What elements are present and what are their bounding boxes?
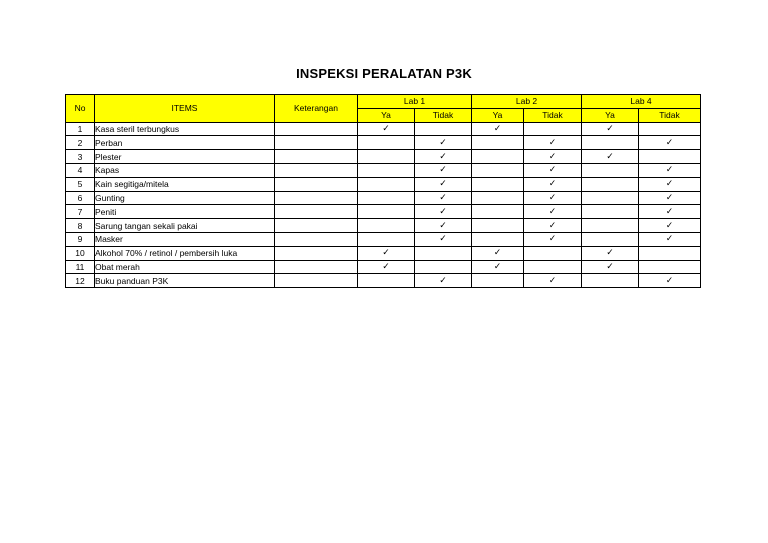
item-name: Alkohol 70% / retinol / pembersih luka bbox=[95, 246, 275, 260]
check-mark-icon: ✓ bbox=[382, 123, 390, 134]
lab-2-tidak-cell bbox=[524, 274, 582, 288]
check-mark-icon: ✓ bbox=[606, 123, 614, 134]
item-name: Buku panduan P3K bbox=[95, 274, 275, 288]
lab-4-ya-cell bbox=[582, 122, 639, 136]
check-mark-icon: ✓ bbox=[439, 137, 447, 148]
lab-2-ya-cell bbox=[472, 205, 524, 219]
row-number: 6 bbox=[66, 191, 95, 205]
lab-1-tidak-cell bbox=[415, 232, 472, 246]
check-mark-icon: ✓ bbox=[548, 179, 557, 190]
keterangan-cell bbox=[275, 150, 358, 164]
lab-1-tidak-cell bbox=[415, 163, 472, 177]
check-mark-icon: ✓ bbox=[439, 206, 447, 217]
row-number: 10 bbox=[66, 246, 95, 260]
lab-1-ya-cell bbox=[358, 274, 415, 288]
table-row bbox=[66, 136, 701, 150]
lab-2-tidak-cell bbox=[524, 177, 582, 191]
header-lab-2-tidak: Tidak bbox=[524, 108, 582, 122]
keterangan-cell bbox=[275, 274, 358, 288]
check-mark-icon: ✓ bbox=[665, 165, 674, 176]
check-mark-icon: ✓ bbox=[606, 261, 614, 272]
lab-1-ya-cell bbox=[358, 191, 415, 205]
header-lab-1-ya: Ya bbox=[358, 108, 415, 122]
header-keterangan: Keterangan bbox=[275, 95, 358, 123]
lab-2-tidak-cell bbox=[524, 136, 582, 150]
keterangan-cell bbox=[275, 163, 358, 177]
keterangan-cell bbox=[275, 219, 358, 233]
check-mark-icon: ✓ bbox=[439, 151, 447, 162]
lab-4-tidak-cell bbox=[639, 136, 701, 150]
header-no: No bbox=[66, 95, 95, 123]
check-mark-icon: ✓ bbox=[493, 248, 502, 259]
item-name: Kapas bbox=[95, 163, 275, 177]
header-lab-2-ya: Ya bbox=[472, 108, 524, 122]
table-row bbox=[66, 191, 701, 205]
lab-1-tidak-cell bbox=[415, 246, 472, 260]
check-mark-icon: ✓ bbox=[665, 137, 674, 148]
lab-4-ya-cell bbox=[582, 177, 639, 191]
keterangan-cell bbox=[275, 232, 358, 246]
lab-2-ya-cell bbox=[472, 150, 524, 164]
item-name: Kasa steril terbungkus bbox=[95, 122, 275, 136]
header-lab-2: Lab 2 bbox=[472, 95, 582, 109]
check-mark-icon: ✓ bbox=[606, 151, 614, 162]
check-mark-icon: ✓ bbox=[439, 192, 447, 203]
inspection-table bbox=[65, 94, 701, 288]
item-name: Obat merah bbox=[95, 260, 275, 274]
lab-4-ya-cell bbox=[582, 219, 639, 233]
row-number: 7 bbox=[66, 205, 95, 219]
lab-1-tidak-cell bbox=[415, 122, 472, 136]
table-row bbox=[66, 260, 701, 274]
check-mark-icon: ✓ bbox=[548, 137, 557, 148]
check-mark-icon: ✓ bbox=[665, 206, 674, 217]
lab-2-ya-cell bbox=[472, 191, 524, 205]
check-mark-icon: ✓ bbox=[439, 275, 447, 286]
keterangan-cell bbox=[275, 260, 358, 274]
lab-1-tidak-cell bbox=[415, 177, 472, 191]
lab-2-tidak-cell bbox=[524, 232, 582, 246]
lab-2-ya-cell bbox=[472, 246, 524, 260]
lab-1-ya-cell bbox=[358, 150, 415, 164]
table-row bbox=[66, 177, 701, 191]
lab-1-ya-cell bbox=[358, 219, 415, 233]
check-mark-icon: ✓ bbox=[606, 248, 614, 259]
lab-2-ya-cell bbox=[472, 219, 524, 233]
page-title: INSPEKSI PERALATAN P3K bbox=[296, 66, 472, 81]
lab-1-tidak-cell bbox=[415, 150, 472, 164]
header-items: ITEMS bbox=[95, 95, 275, 123]
keterangan-cell bbox=[275, 191, 358, 205]
check-mark-icon: ✓ bbox=[439, 220, 447, 231]
lab-1-ya-cell bbox=[358, 232, 415, 246]
item-name: Kain segitiga/mitela bbox=[95, 177, 275, 191]
lab-2-tidak-cell bbox=[524, 191, 582, 205]
check-mark-icon: ✓ bbox=[493, 261, 502, 272]
header-lab-1: Lab 1 bbox=[358, 95, 472, 109]
check-mark-icon: ✓ bbox=[548, 192, 557, 203]
check-mark-icon: ✓ bbox=[439, 179, 447, 190]
lab-4-ya-cell bbox=[582, 205, 639, 219]
lab-4-ya-cell bbox=[582, 136, 639, 150]
check-mark-icon: ✓ bbox=[382, 248, 390, 259]
table-row bbox=[66, 274, 701, 288]
item-name: Sarung tangan sekali pakai bbox=[95, 219, 275, 233]
lab-1-ya-cell bbox=[358, 136, 415, 150]
lab-4-tidak-cell bbox=[639, 205, 701, 219]
lab-1-ya-cell bbox=[358, 122, 415, 136]
lab-1-ya-cell bbox=[358, 177, 415, 191]
check-mark-icon: ✓ bbox=[548, 275, 557, 286]
lab-4-tidak-cell bbox=[639, 122, 701, 136]
row-number: 5 bbox=[66, 177, 95, 191]
lab-1-tidak-cell bbox=[415, 219, 472, 233]
lab-4-tidak-cell bbox=[639, 232, 701, 246]
check-mark-icon: ✓ bbox=[548, 234, 557, 245]
lab-4-tidak-cell bbox=[639, 191, 701, 205]
header-lab-4-ya: Ya bbox=[582, 108, 639, 122]
table-row bbox=[66, 122, 701, 136]
check-mark-icon: ✓ bbox=[665, 179, 674, 190]
check-mark-icon: ✓ bbox=[665, 234, 674, 245]
lab-2-ya-cell bbox=[472, 177, 524, 191]
lab-2-ya-cell bbox=[472, 260, 524, 274]
row-number: 8 bbox=[66, 219, 95, 233]
item-name: Masker bbox=[95, 232, 275, 246]
lab-4-ya-cell bbox=[582, 274, 639, 288]
lab-2-ya-cell bbox=[472, 274, 524, 288]
header-lab-4: Lab 4 bbox=[582, 95, 701, 109]
lab-4-tidak-cell bbox=[639, 219, 701, 233]
lab-4-ya-cell bbox=[582, 246, 639, 260]
table-row bbox=[66, 246, 701, 260]
lab-4-ya-cell bbox=[582, 150, 639, 164]
keterangan-cell bbox=[275, 136, 358, 150]
header-lab-1-tidak: Tidak bbox=[415, 108, 472, 122]
table-row bbox=[66, 150, 701, 164]
lab-2-tidak-cell bbox=[524, 219, 582, 233]
row-number: 12 bbox=[66, 274, 95, 288]
lab-4-tidak-cell bbox=[639, 150, 701, 164]
lab-2-ya-cell bbox=[472, 163, 524, 177]
check-mark-icon: ✓ bbox=[665, 275, 674, 286]
check-mark-icon: ✓ bbox=[493, 123, 502, 134]
lab-1-tidak-cell bbox=[415, 274, 472, 288]
lab-4-tidak-cell bbox=[639, 274, 701, 288]
item-name: Perban bbox=[95, 136, 275, 150]
lab-2-tidak-cell bbox=[524, 205, 582, 219]
lab-2-tidak-cell bbox=[524, 150, 582, 164]
table-row bbox=[66, 219, 701, 233]
check-mark-icon: ✓ bbox=[665, 220, 674, 231]
row-number: 2 bbox=[66, 136, 95, 150]
lab-1-ya-cell bbox=[358, 260, 415, 274]
item-name: Peniti bbox=[95, 205, 275, 219]
lab-4-tidak-cell bbox=[639, 177, 701, 191]
check-mark-icon: ✓ bbox=[548, 165, 557, 176]
lab-2-ya-cell bbox=[472, 136, 524, 150]
lab-2-tidak-cell bbox=[524, 246, 582, 260]
lab-2-tidak-cell bbox=[524, 163, 582, 177]
keterangan-cell bbox=[275, 205, 358, 219]
table-row bbox=[66, 163, 701, 177]
lab-1-tidak-cell bbox=[415, 136, 472, 150]
item-name: Gunting bbox=[95, 191, 275, 205]
header-lab-4-tidak: Tidak bbox=[639, 108, 701, 122]
item-name: Plester bbox=[95, 150, 275, 164]
row-number: 1 bbox=[66, 122, 95, 136]
check-mark-icon: ✓ bbox=[439, 165, 447, 176]
check-mark-icon: ✓ bbox=[548, 206, 557, 217]
lab-1-tidak-cell bbox=[415, 260, 472, 274]
row-number: 3 bbox=[66, 150, 95, 164]
keterangan-cell bbox=[275, 177, 358, 191]
lab-4-ya-cell bbox=[582, 232, 639, 246]
lab-4-tidak-cell bbox=[639, 246, 701, 260]
lab-2-ya-cell bbox=[472, 122, 524, 136]
row-number: 11 bbox=[66, 260, 95, 274]
check-mark-icon: ✓ bbox=[548, 220, 557, 231]
lab-1-tidak-cell bbox=[415, 191, 472, 205]
check-mark-icon: ✓ bbox=[548, 151, 557, 162]
lab-4-ya-cell bbox=[582, 163, 639, 177]
check-mark-icon: ✓ bbox=[382, 261, 390, 272]
table-row bbox=[66, 232, 701, 246]
row-number: 4 bbox=[66, 163, 95, 177]
lab-2-ya-cell bbox=[472, 232, 524, 246]
table-row bbox=[66, 205, 701, 219]
lab-4-tidak-cell bbox=[639, 163, 701, 177]
check-mark-icon: ✓ bbox=[665, 192, 674, 203]
keterangan-cell bbox=[275, 122, 358, 136]
table-body bbox=[66, 122, 701, 288]
lab-1-ya-cell bbox=[358, 163, 415, 177]
keterangan-cell bbox=[275, 246, 358, 260]
check-mark-icon: ✓ bbox=[439, 234, 447, 245]
lab-4-tidak-cell bbox=[639, 260, 701, 274]
lab-1-tidak-cell bbox=[415, 205, 472, 219]
lab-2-tidak-cell bbox=[524, 260, 582, 274]
lab-2-tidak-cell bbox=[524, 122, 582, 136]
lab-4-ya-cell bbox=[582, 260, 639, 274]
lab-1-ya-cell bbox=[358, 246, 415, 260]
lab-1-ya-cell bbox=[358, 205, 415, 219]
lab-4-ya-cell bbox=[582, 191, 639, 205]
row-number: 9 bbox=[66, 232, 95, 246]
